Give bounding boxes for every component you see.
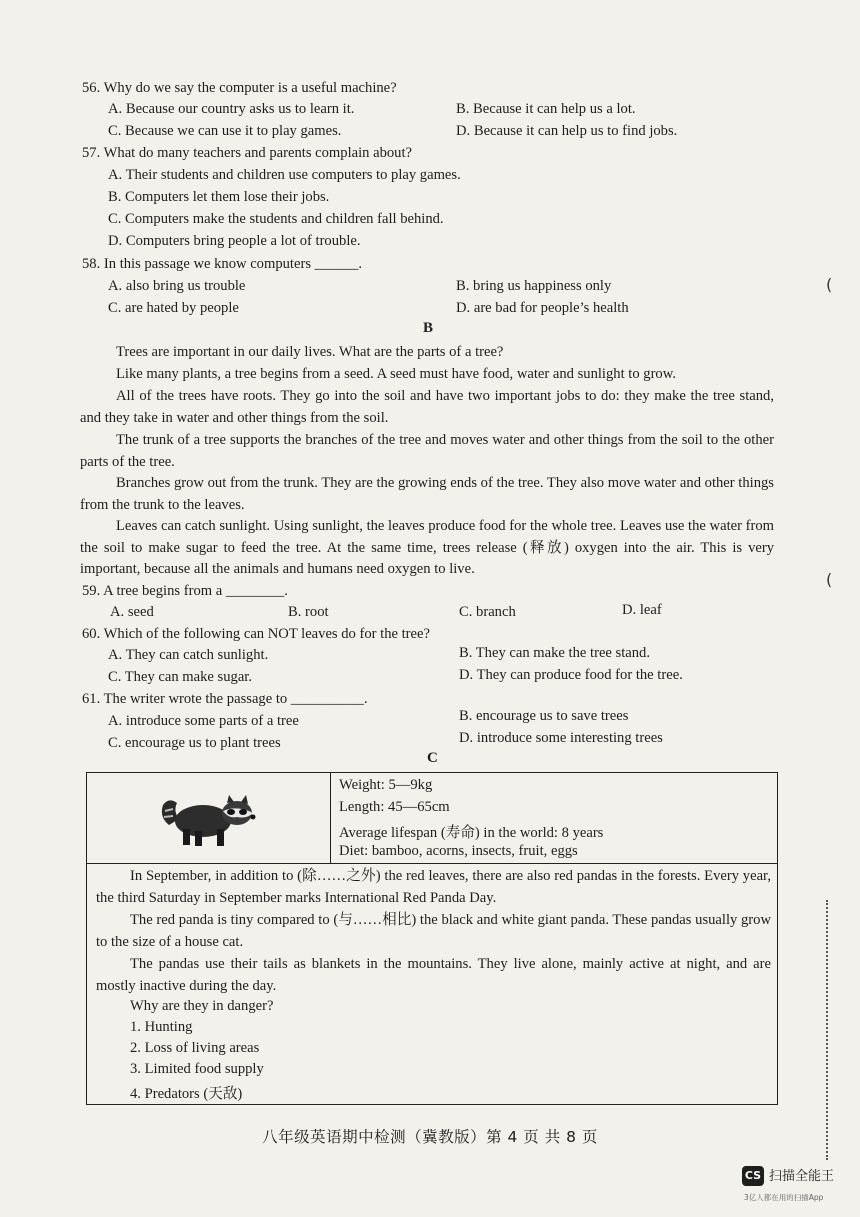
option: B. Computers let them lose their jobs.: [108, 189, 330, 205]
question-stem: 61. The writer wrote the passage to __________.: [82, 691, 368, 707]
red-panda-info-box: [86, 772, 778, 864]
paragraph: The pandas use their tails as blankets in the mountains. They live alone, mainly active at night, and are mostly inactive during the day.: [96, 956, 771, 994]
danger-item: 3. Limited food supply: [130, 1061, 264, 1077]
scanner-tagline: 3亿人都在用的扫描App: [744, 1193, 824, 1202]
option: B. root: [288, 604, 329, 620]
option: B. encourage us to save trees: [459, 708, 629, 724]
fact-weight: Weight: 5—9kg: [339, 777, 433, 793]
danger-title: Why are they in danger?: [130, 998, 274, 1014]
option: C. encourage us to plant trees: [108, 735, 281, 751]
option: C. Computers make the students and children fall behind.: [108, 211, 444, 227]
option: B. Because it can help us a lot.: [456, 101, 636, 117]
option: D. Computers bring people a lot of trouble.: [108, 233, 361, 249]
section-heading-b: B: [423, 320, 434, 336]
paragraph: Branches grow out from the trunk. They are the growing ends of the tree. They also move water and other things from the trunk to the leaves.: [80, 475, 774, 513]
option: D. are bad for people’s health: [456, 300, 629, 316]
fact-diet: Diet: bamboo, acorns, insects, fruit, eggs: [339, 843, 578, 859]
option: A. seed: [110, 604, 154, 620]
question-stem: 56. Why do we say the computer is a useful machine?: [82, 80, 397, 96]
binding-line: [826, 900, 830, 1160]
paragraph: In September, in addition to (除……之外) the red leaves, there are also red pandas in the forests. Every year, the third Saturday in September marks International Red Panda Day.: [96, 868, 771, 906]
paragraph: The trunk of a tree supports the branches of the tree and moves water and other things from the soil to the other parts of the tree.: [80, 432, 774, 470]
option: A. They can catch sunlight.: [108, 647, 269, 663]
scanner-logo-icon: CS: [742, 1166, 764, 1186]
paragraph: Leaves can catch sunlight. Using sunlight, the leaves produce food for the whole tree. Leaves use the water from the soil to make sugar to feed the tree. At the same time, trees release (释放) oxygen into the air. This is very important, because all the animals and humans need oxygen to live.: [80, 518, 774, 578]
paragraph: All of the trees have roots. They go into the soil and have two important jobs to do: they make the tree stand, and they take in water and other things from the soil.: [80, 388, 774, 426]
option: C. are hated by people: [108, 300, 239, 316]
question-stem: 57. What do many teachers and parents complain about?: [82, 145, 413, 161]
option: A. also bring us trouble: [108, 278, 246, 294]
danger-item: 1. Hunting: [130, 1019, 193, 1035]
scanner-name: 扫描全能王: [769, 1169, 835, 1184]
option: B. bring us happiness only: [456, 278, 612, 294]
question-stem: 60. Which of the following can NOT leaves do for the tree?: [82, 626, 430, 642]
section-heading-c: C: [427, 750, 438, 766]
option: D. introduce some interesting trees: [459, 730, 663, 746]
fact-length: Length: 45—65cm: [339, 799, 450, 815]
option: A. Because our country asks us to learn it.: [108, 101, 355, 117]
red-panda-icon: [157, 787, 267, 851]
fact-lifespan: Average lifespan (寿命) in the world: 8 years: [339, 825, 604, 841]
option: D. leaf: [622, 602, 662, 618]
margin-mark: (: [826, 570, 833, 589]
paragraph: Trees are important in our daily lives. What are the parts of a tree?: [116, 344, 504, 360]
margin-mark: (: [826, 275, 833, 294]
danger-item: 4. Predators (天敌): [130, 1086, 243, 1102]
option: C. They can make sugar.: [108, 669, 253, 685]
paragraph: Like many plants, a tree begins from a seed. A seed must have food, water and sunlight to grow.: [116, 366, 676, 382]
paragraph: The red panda is tiny compared to (与……相比) the black and white giant panda. These pandas usually grow to the size of a house cat.: [96, 912, 771, 950]
question-stem: 59. A tree begins from a ________.: [82, 583, 288, 599]
question-stem: 58. In this passage we know computers ______.: [82, 256, 363, 272]
option: A. Their students and children use computers to play games.: [108, 167, 461, 183]
option: D. They can produce food for the tree.: [459, 667, 683, 683]
option: C. branch: [459, 604, 516, 620]
option: D. Because it can help us to find jobs.: [456, 123, 678, 139]
page-footer: 八年级英语期中检测（冀教版）第 4 页 共 8 页: [262, 1128, 598, 1146]
option: C. Because we can use it to play games.: [108, 123, 342, 139]
option: B. They can make the tree stand.: [459, 645, 651, 661]
option: A. introduce some parts of a tree: [108, 713, 299, 729]
danger-item: 2. Loss of living areas: [130, 1040, 260, 1056]
